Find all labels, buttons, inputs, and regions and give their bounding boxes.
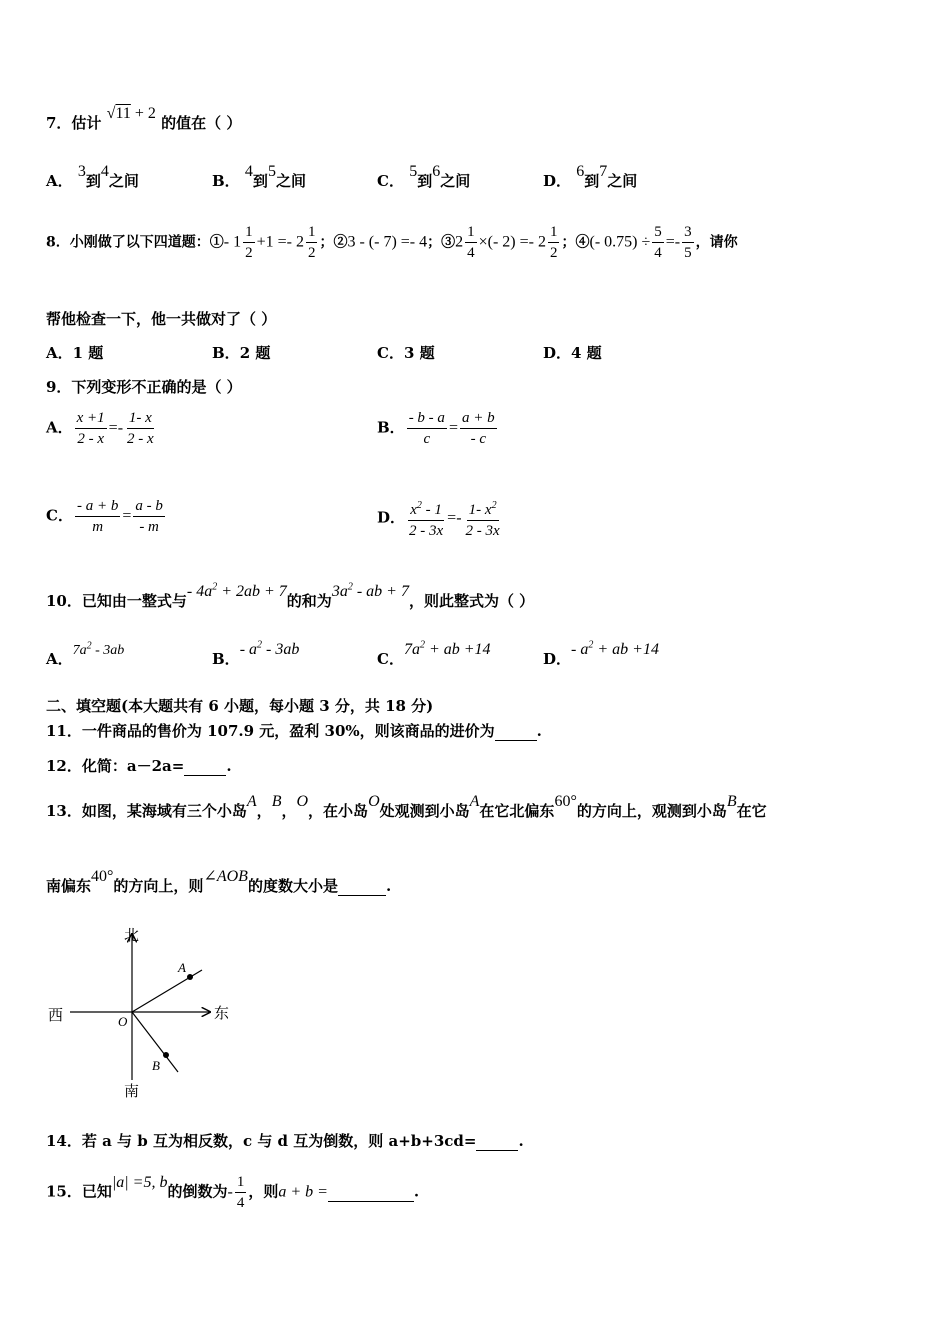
q15-line: 15．已知|a| =5, b的倒数为- $\frac{1}{4}$ ，则a + b = . bbox=[46, 1173, 420, 1211]
q13-line2: 南偏东40°的方向上，则∠AOB的度数大小是 . bbox=[46, 868, 392, 895]
q8-option-a: A．1 题 bbox=[46, 344, 104, 362]
q13-line1: 13．如图，某海域有三个小岛A，B，O，在小岛O处观测到小岛A在它北偏东60°的方向上，观测到小岛B在它 bbox=[46, 793, 767, 820]
q10-option-d: D．- $a^2$ + ab +14 bbox=[543, 639, 659, 668]
point-b bbox=[163, 1052, 169, 1058]
q9-option-d: D． $\frac{x^2 - 1}{2 - 3x}$ =- $\frac{1- x^2}{2 - 3x}$ bbox=[377, 496, 504, 541]
q7-sqrt-radicand: 11 bbox=[115, 105, 131, 122]
q9-label: 9．下列变形不正确的是（ ） bbox=[46, 378, 242, 396]
q12-line: 12．化简：a－2a= . bbox=[46, 757, 232, 775]
q7-option-c: C． 5到6之间 bbox=[377, 163, 471, 190]
q11-line: 11．一件商品的售价为 107.9 元，盈利 30%，则该商品的进价为 . bbox=[46, 722, 542, 740]
q7-line bbox=[46, 105, 242, 133]
q8-line: 8．小刚做了以下四道题：①- 1 $\frac{1}{2}$ +1 =- 2 $\frac{1}{2}$ ；②3 - (- 7) =- 4；③2 $\frac{1}{4}$ ×(- 2) =- 2 $\frac{1}{2}$ ；④(- 0.75) ÷ $\frac{5}{4}$ =- $\frac{3}{5}$ ，请你 bbox=[46, 224, 738, 261]
west-label: 西 bbox=[48, 1008, 64, 1024]
q9-option-a: A． $\frac{x +1}{2 - x}$ =- $\frac{1- x}{2 - x}$ bbox=[46, 410, 154, 447]
q14-line: 14．若 a 与 b 互为相反数，c 与 d 互为倒数，则 a+b+3cd= . bbox=[46, 1132, 524, 1150]
label-b: B bbox=[152, 1058, 160, 1073]
q7-tail: 的值在（ ） bbox=[161, 114, 242, 132]
q7-expression: √11 + 2 bbox=[106, 105, 156, 122]
q9-option-c: C． $\frac{- a + b}{m}$ = $\frac{a - b}{- m}$ bbox=[46, 498, 163, 535]
section2-heading: 二、填空题(本大题共有 6 小题，每小题 3 分，共 18 分) bbox=[46, 697, 434, 715]
q8-option-c: C．3 题 bbox=[377, 344, 435, 362]
q10-option-b: B．- $a^2 - 3ab$ bbox=[212, 639, 300, 668]
point-a bbox=[187, 974, 193, 980]
compass-figure bbox=[40, 920, 250, 1100]
q8-option-d: D．4 题 bbox=[543, 344, 602, 362]
label-o: O bbox=[118, 1014, 128, 1029]
q10-option-c: C．$7a^2$ + ab +14 bbox=[377, 639, 491, 668]
south-label: 南 bbox=[124, 1084, 140, 1100]
q9-option-b: B． $\frac{- b - a}{c}$ = $\frac{a + b}{- c}$ bbox=[377, 410, 495, 447]
q8-line2: 帮他检查一下，他一共做对了（ ） bbox=[46, 310, 277, 328]
q7-option-a: A． 3到4之间 bbox=[46, 163, 139, 190]
q7-label: 7．估计 bbox=[46, 114, 102, 132]
east-label: 东 bbox=[214, 1006, 230, 1022]
q10-line: 10．已知由一整式与- $4a^2 + 2ab + 7$的和为$3a^2$ - ab + 7，则此整式为（ ） bbox=[46, 581, 535, 610]
north-label: 北 bbox=[124, 928, 140, 944]
q7-option-d: D． 6到7之间 bbox=[543, 163, 638, 190]
q8-option-b: B．2 题 bbox=[212, 344, 271, 362]
q10-option-a: A．$7a^2 - 3ab$ bbox=[46, 640, 125, 668]
q7-option-b: B． 4到5之间 bbox=[212, 163, 306, 190]
label-a: A bbox=[178, 960, 186, 975]
